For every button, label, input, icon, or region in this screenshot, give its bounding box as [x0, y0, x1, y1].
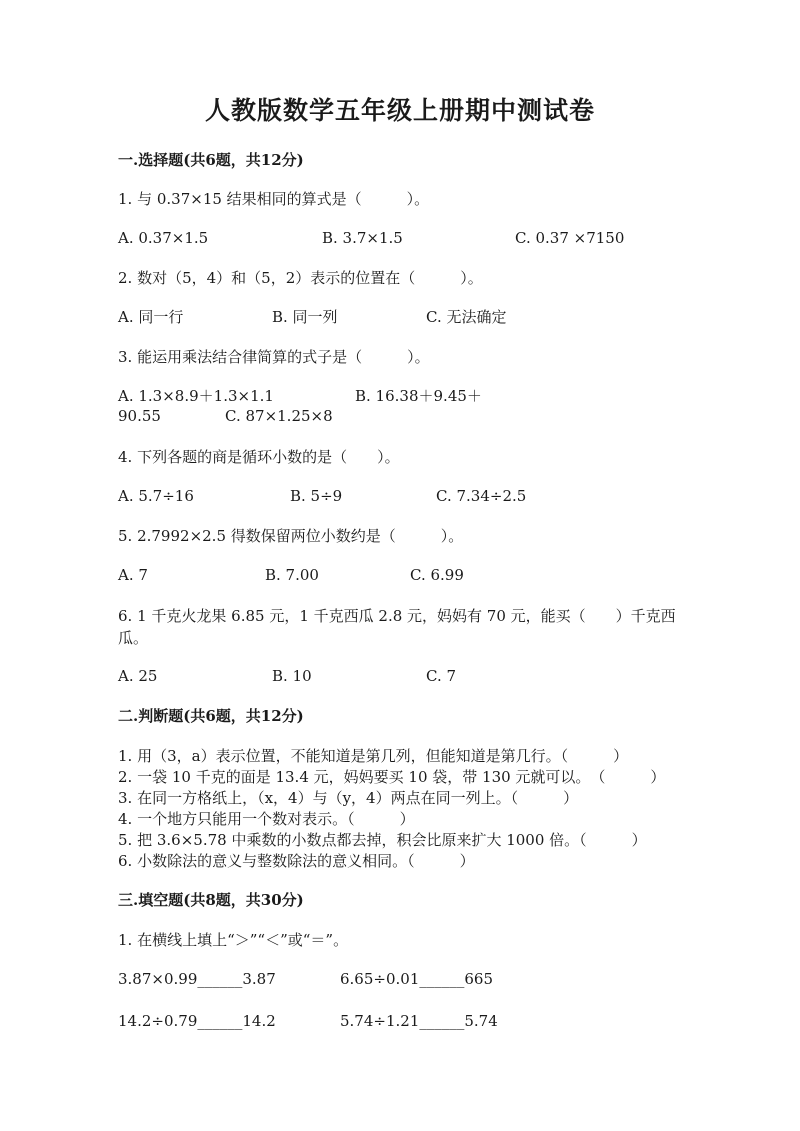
option-c: C. 7 — [426, 667, 457, 685]
option-a: A. 7 — [118, 566, 148, 584]
comparison-item: 14.2÷0.79______14.2 — [118, 1012, 276, 1030]
question-text: 4. 下列各题的商是循环小数的是（ ）。 — [118, 448, 400, 466]
question-text: 1. 在横线上填上“＞”“＜”或“＝”。 — [118, 931, 349, 949]
comparison-item: 3.87×0.99______3.87 — [118, 970, 276, 988]
option-c: C. 0.37 ×7150 — [515, 229, 625, 247]
question-text: 2. 数对（5，4）和（5，2）表示的位置在（ ）。 — [118, 269, 483, 287]
option-b-continued: 90.55 — [118, 407, 161, 425]
option-c: C. 87×1.25×8 — [225, 407, 333, 425]
option-c: C. 7.34÷2.5 — [436, 487, 527, 505]
option-b: B. 7.00 — [265, 566, 319, 584]
judgment-item: 4. 一个地方只能用一个数对表示。（ ） — [118, 810, 415, 828]
comparison-item: 5.74÷1.21______5.74 — [340, 1012, 498, 1030]
option-c: C. 6.99 — [410, 566, 464, 584]
option-a: A. 25 — [118, 667, 158, 685]
section-heading-fill-blank: 三.填空题(共8题，共30分) — [118, 891, 304, 909]
option-b: B. 同一列 — [272, 308, 338, 326]
comparison-item: 6.65÷0.01______665 — [340, 970, 493, 988]
judgment-item: 2. 一袋 10 千克的面是 13.4 元，妈妈要买 10 袋，带 130 元就可以。 （ ） — [118, 768, 666, 786]
option-b: B. 3.7×1.5 — [322, 229, 403, 247]
option-b: B. 5÷9 — [290, 487, 343, 505]
judgment-item: 6. 小数除法的意义与整数除法的意义相同。（ ） — [118, 852, 475, 870]
option-a: A. 1.3×8.9＋1.3×1.1 — [118, 387, 274, 405]
option-c: C. 无法确定 — [426, 308, 507, 326]
question-text: 5. 2.7992×2.5 得数保留两位小数约是（ ）。 — [118, 527, 464, 545]
option-b: B. 16.38＋9.45＋ — [355, 387, 482, 405]
judgment-item: 5. 把 3.6×5.78 中乘数的小数点都去掉，积会比原来扩大 1000 倍。（ ） — [118, 831, 647, 849]
option-a: A. 5.7÷16 — [118, 487, 194, 505]
option-a: A. 0.37×1.5 — [118, 229, 209, 247]
section-heading-judgment: 二.判断题(共6题，共12分) — [118, 707, 304, 725]
question-text: 1. 与 0.37×15 结果相同的算式是（ ）。 — [118, 190, 430, 208]
page-title: 人教版数学五年级上册期中测试卷 — [204, 96, 595, 125]
question-text: 6. 1 千克火龙果 6.85 元，1 千克西瓜 2.8 元，妈妈有 70 元，能买（ ）千克西瓜。 — [118, 607, 676, 647]
option-a: A. 同一行 — [118, 308, 184, 326]
question-text: 3. 能运用乘法结合律简算的式子是（ ）。 — [118, 348, 430, 366]
judgment-item: 1. 用（3，a）表示位置，不能知道是第几列，但能知道是第几行。（ ） — [118, 747, 629, 765]
judgment-item: 3. 在同一方格纸上，（x，4）与（y，4）两点在同一列上。（ ） — [118, 789, 579, 807]
option-b: B. 10 — [272, 667, 312, 685]
section-heading-choice: 一.选择题(共6题，共12分) — [118, 151, 304, 169]
